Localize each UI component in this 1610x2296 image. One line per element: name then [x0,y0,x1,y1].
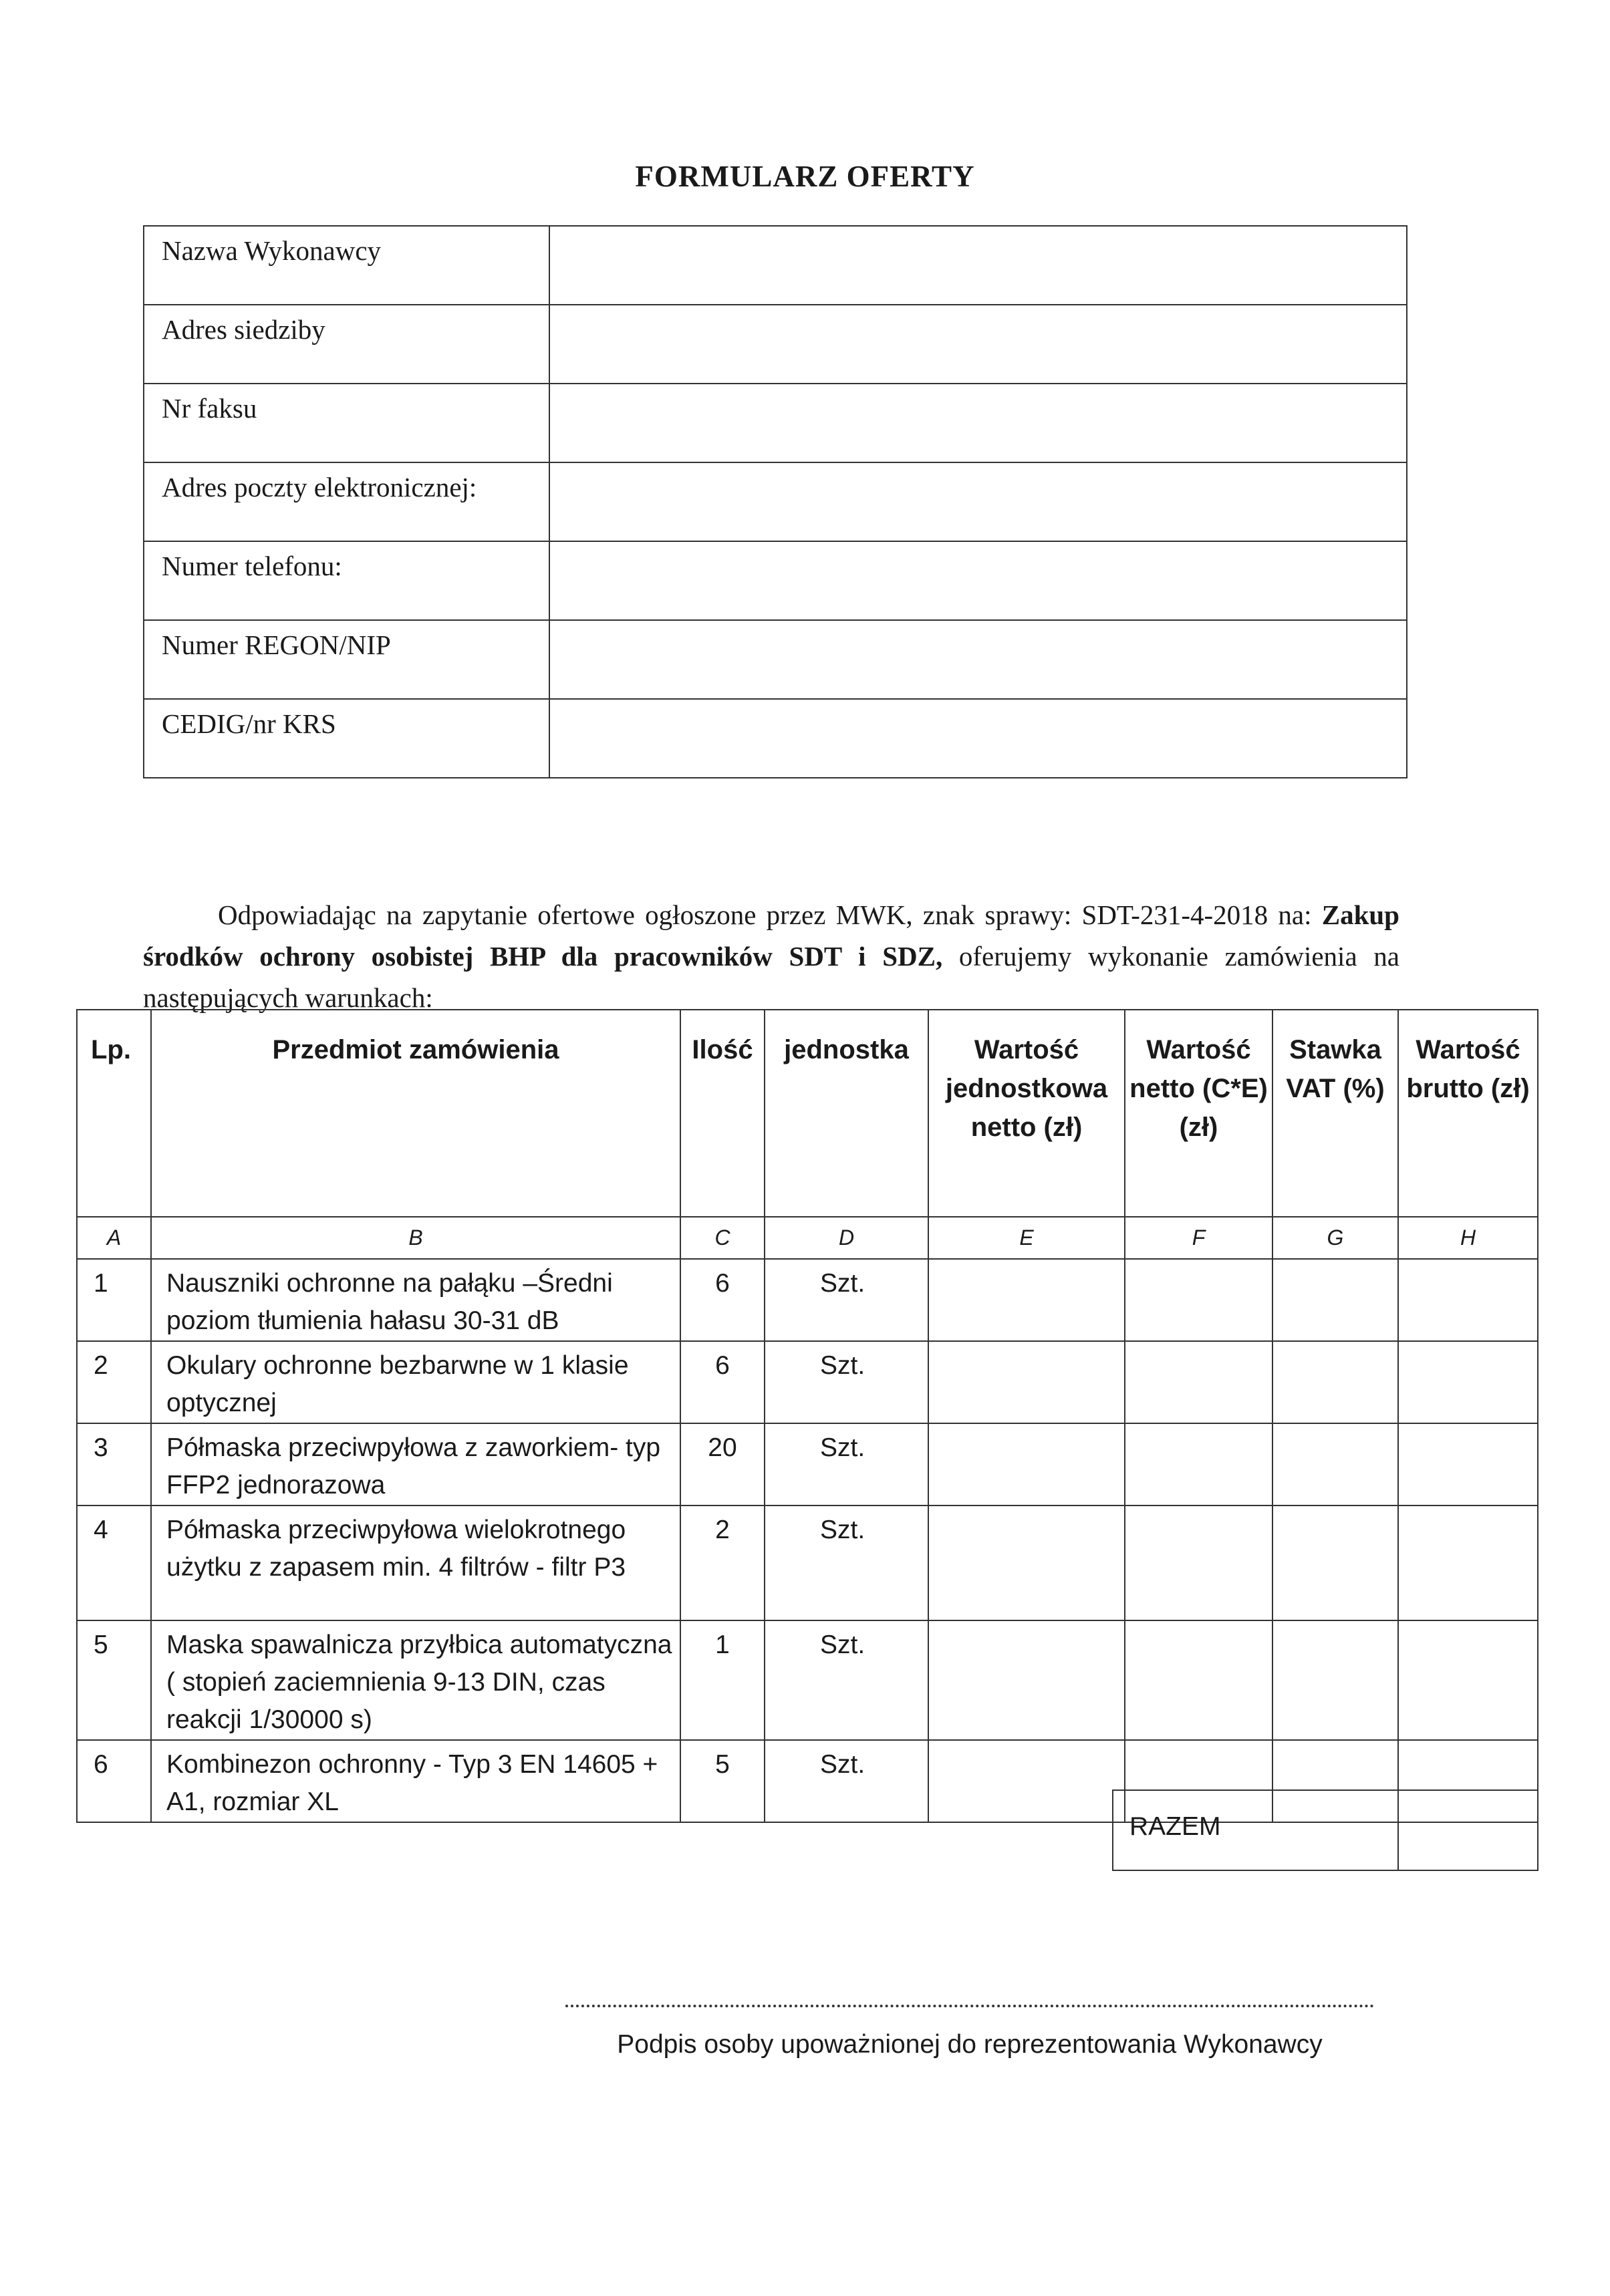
signature-caption: Podpis osoby upoważnionej do reprezentowania Wykonawcy [617,2030,1323,2059]
contractor-row-address [144,305,1407,384]
contractor-krs-label: CEDIG/nr KRS [144,699,549,778]
column-letter: A [77,1217,151,1259]
contractor-name-label: Nazwa Wykonawcy [144,226,549,305]
intro-text-end: oferujemy wykonanie zamówienia na następujących warunkach: [143,941,1399,1013]
item-name: Półmaska przeciwpyłowa wielokrotnego użytku z zapasem min. 4 filtrów - filtr P3 [151,1505,680,1620]
page-title: FORMULARZ OFERTY [635,160,975,193]
intro-subject: Zakup środków ochrony osobistej BHP dla pracowników SDT i SDZ, [143,899,1399,972]
contractor-row-regon [144,620,1407,699]
table-row [77,1505,1538,1620]
item-qty: 20 [680,1423,765,1505]
item-name: Nauszniki ochronne na pałąku –Średni poziom tłumienia hałasu 30-31 dB [151,1259,680,1341]
contractor-address-field[interactable] [549,305,1407,384]
table-row [77,1620,1538,1740]
order-items-table [76,1009,1538,1823]
header-lp: Lp. [77,1010,151,1217]
column-letter: F [1125,1217,1272,1259]
item-qty: 6 [680,1341,765,1423]
table-row [77,1423,1538,1505]
contractor-regon-field[interactable] [549,620,1407,699]
item-unit: Szt. [765,1341,928,1423]
table-row [77,1341,1538,1423]
item-qty: 1 [680,1620,765,1740]
item-name: Maska spawalnicza przyłbica automatyczna ( stopień zaciemnienia 9-13 DIN, czas reakcji 1/30000 s) [151,1620,680,1740]
item-gross-value[interactable] [1398,1423,1538,1505]
intro-text-start: Odpowiadając na zapytanie ofertowe ogłoszone przez MWK, znak sprawy: SDT-231-4-2018 na: [218,899,1322,930]
item-unit-net-price[interactable] [928,1505,1125,1620]
contractor-row-email [144,462,1407,541]
total-label: RAZEM [1113,1790,1398,1870]
contractor-row-phone [144,541,1407,620]
total-table [1112,1789,1538,1871]
item-unit: Szt. [765,1259,928,1341]
item-unit: Szt. [765,1620,928,1740]
item-qty: 6 [680,1259,765,1341]
header-gross: Wartość brutto (zł) [1398,1010,1538,1217]
contractor-regon-label: Numer REGON/NIP [144,620,549,699]
contractor-row-krs [144,699,1407,778]
item-vat-rate[interactable] [1272,1341,1398,1423]
item-vat-rate[interactable] [1272,1505,1398,1620]
item-lp: 3 [77,1423,151,1505]
item-unit-net-price[interactable] [928,1620,1125,1740]
item-name: Kombinezon ochronny - Typ 3 EN 14605 + A1, rozmiar XL [151,1740,680,1822]
contractor-phone-label: Numer telefonu: [144,541,549,620]
header-unit: jednostka [765,1010,928,1217]
contractor-email-field[interactable] [549,462,1407,541]
contractor-krs-field[interactable] [549,699,1407,778]
item-unit: Szt. [765,1505,928,1620]
total-gross-value[interactable] [1398,1790,1538,1870]
column-letter: C [680,1217,765,1259]
item-qty: 2 [680,1505,765,1620]
header-net: Wartość netto (C*E) (zł) [1125,1010,1272,1217]
column-letter: G [1272,1217,1398,1259]
column-letter: D [765,1217,928,1259]
item-unit-net-price[interactable] [928,1259,1125,1341]
item-gross-value[interactable] [1398,1505,1538,1620]
total-row [1113,1790,1538,1870]
column-letter: B [151,1217,680,1259]
item-net-value[interactable] [1125,1341,1272,1423]
item-vat-rate[interactable] [1272,1620,1398,1740]
contractor-info-table [143,225,1407,778]
header-unit-net: Wartość jednostkowa netto (zł) [928,1010,1125,1217]
signature-line[interactable] [565,2005,1374,2007]
item-unit-net-price[interactable] [928,1423,1125,1505]
item-lp: 2 [77,1341,151,1423]
column-letter: E [928,1217,1125,1259]
table-header-row [77,1010,1538,1217]
intro-paragraph [143,894,1399,1018]
column-letters-row [77,1217,1538,1259]
item-vat-rate[interactable] [1272,1423,1398,1505]
item-gross-value[interactable] [1398,1259,1538,1341]
contractor-phone-field[interactable] [549,541,1407,620]
item-gross-value[interactable] [1398,1620,1538,1740]
header-subject: Przedmiot zamówienia [151,1010,680,1217]
item-net-value[interactable] [1125,1259,1272,1341]
item-unit-net-price[interactable] [928,1341,1125,1423]
table-row [77,1259,1538,1341]
item-lp: 1 [77,1259,151,1341]
item-name: Okulary ochronne bezbarwne w 1 klasie optycznej [151,1341,680,1423]
header-vat: Stawka VAT (%) [1272,1010,1398,1217]
item-name: Półmaska przeciwpyłowa z zaworkiem- typ FFP2 jednorazowa [151,1423,680,1505]
item-qty: 5 [680,1740,765,1822]
contractor-row-fax [144,384,1407,462]
item-unit: Szt. [765,1740,928,1822]
contractor-address-label: Adres siedziby [144,305,549,384]
item-lp: 4 [77,1505,151,1620]
item-unit: Szt. [765,1423,928,1505]
item-gross-value[interactable] [1398,1341,1538,1423]
item-lp: 6 [77,1740,151,1822]
contractor-email-label: Adres poczty elektronicznej: [144,462,549,541]
item-vat-rate[interactable] [1272,1259,1398,1341]
item-net-value[interactable] [1125,1505,1272,1620]
item-net-value[interactable] [1125,1423,1272,1505]
contractor-row-name [144,226,1407,305]
header-qty: Ilość [680,1010,765,1217]
contractor-name-field[interactable] [549,226,1407,305]
item-unit-net-price[interactable] [928,1740,1125,1822]
item-net-value[interactable] [1125,1620,1272,1740]
item-lp: 5 [77,1620,151,1740]
column-letter: H [1398,1217,1538,1259]
contractor-fax-field[interactable] [549,384,1407,462]
contractor-fax-label: Nr faksu [144,384,549,462]
